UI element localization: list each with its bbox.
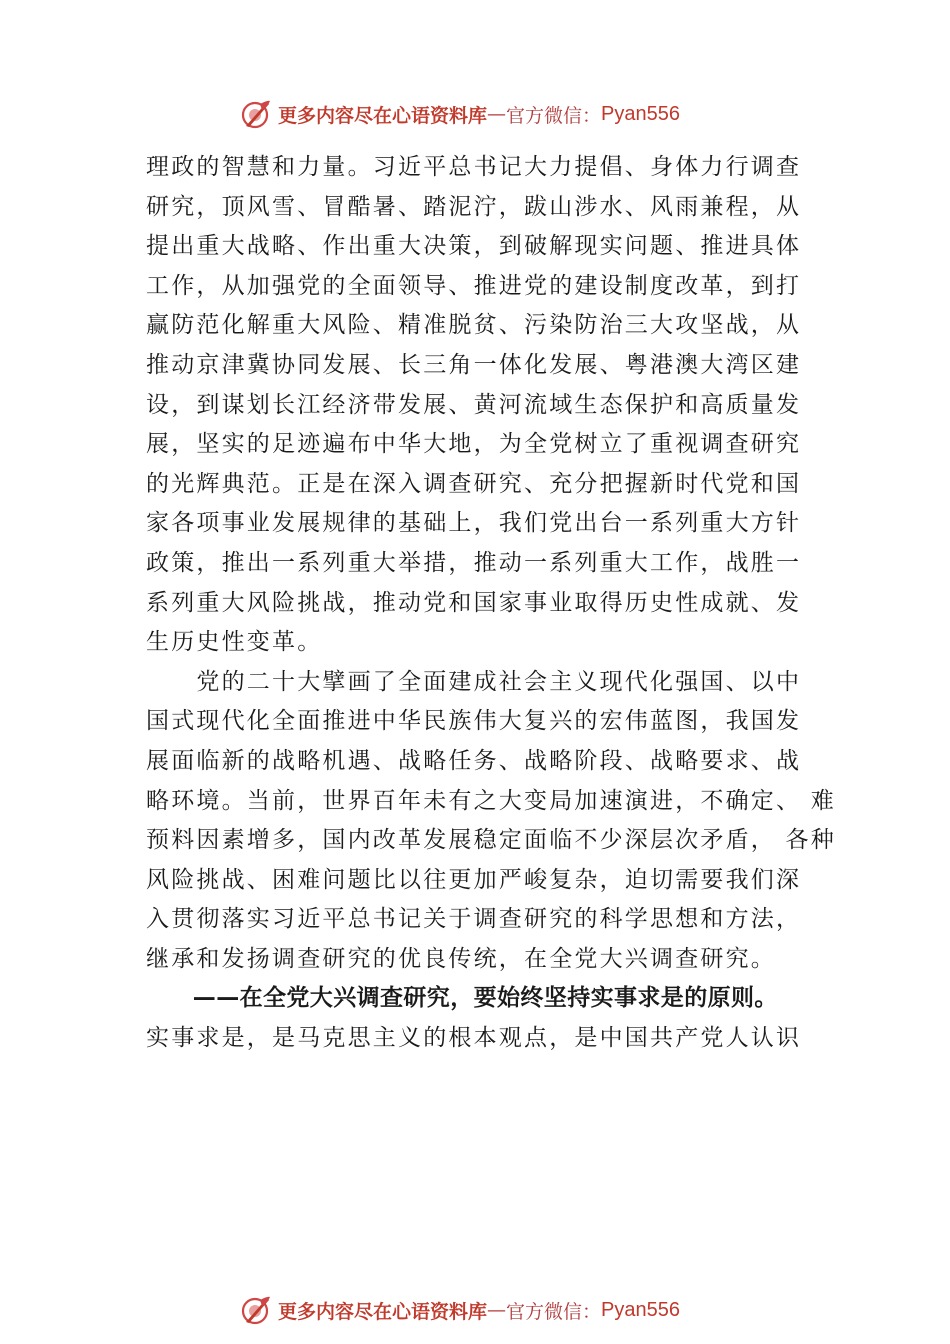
text-line: 研究，顶风雪、冒酷暑、踏泥泞，跋山涉水、风雨兼程，从 [146,193,802,220]
banner-wechat-label: 官方微信： [506,104,602,127]
text-line: 风险挑战、困难问题比以往更加严峻复杂，迫切需要我们深 [146,866,802,893]
banner-dash: — [487,103,507,125]
header-banner [240,96,740,132]
banner-wechat-id: Pyan556 [601,1298,680,1321]
text-line: 入贯彻落实习近平总书记关于调查研究的科学思想和方法， [146,906,802,933]
text-line: 提出重大战略、作出重大决策，到破解现实问题、推进具体 [146,233,802,260]
text-line: 实事求是，是马克思主义的根本观点，是中国共产党人认识 [146,1025,802,1052]
text-line: 展面临新的战略机遇、战略任务、战略阶段、战略要求、战 [146,747,802,774]
text-line: 国式现代化全面推进中华民族伟大复兴的宏伟蓝图，我国发 [146,708,802,735]
text-line: 家各项事业发展规律的基础上，我们党出台一系列重大方针 [146,510,802,537]
text-line: 设，到谋划长江经济带发展、黄河流域生态保护和高质量发 [146,391,802,418]
text-line: 理政的智慧和力量。习近平总书记大力提倡、身体力行调查 [146,154,802,180]
text-line: 工作，从加强党的全面领导、推进党的建设制度改革，到打 [146,272,802,299]
text-line: 略环境。当前，世界百年未有之大变局加速演进，不确定、 难 [146,787,836,814]
text-line: 的光辉典范。正是在深入调查研究、充分把握新时代党和国 [146,470,802,497]
text-line: 系列重大风险挑战，推动党和国家事业取得历史性成就、发 [146,589,802,616]
banner-dash: — [487,1299,507,1321]
quill-logo-icon [240,1294,272,1326]
text-line: 预料因素增多，国内改革发展稳定面临不少深层次矛盾， 各种 [146,827,836,854]
text-line: 赢防范化解重大风险、精准脱贫、污染防治三大攻坚战，从 [146,312,802,339]
text-line: 展，坚实的足迹遍布中华大地，为全党树立了重视调查研究 [146,431,802,458]
quill-logo-icon [240,98,272,130]
banner-wechat-label: 官方微信： [506,1300,602,1323]
text-line: 生历史性变革。 [146,629,323,656]
footer-banner [240,1292,740,1328]
section-heading: ——在全党大兴调查研究，要始终坚持实事求是的原则。 [146,985,778,1012]
text-line: 继承和发扬调查研究的优良传统，在全党大兴调查研究。 [146,945,776,972]
text-line: 政策，推出一系列重大举措，推动一系列重大工作，战胜一 [146,549,802,576]
banner-title: 更多内容尽在心语资料库 [278,1300,488,1323]
document-body [146,148,836,1059]
text-line: 党的二十大擘画了全面建成社会主义现代化强国、以中 [146,668,802,695]
banner-title: 更多内容尽在心语资料库 [278,104,488,127]
text-line: 推动京津冀协同发展、长三角一体化发展、粤港澳大湾区建 [146,351,802,378]
banner-wechat-id: Pyan556 [601,102,680,125]
